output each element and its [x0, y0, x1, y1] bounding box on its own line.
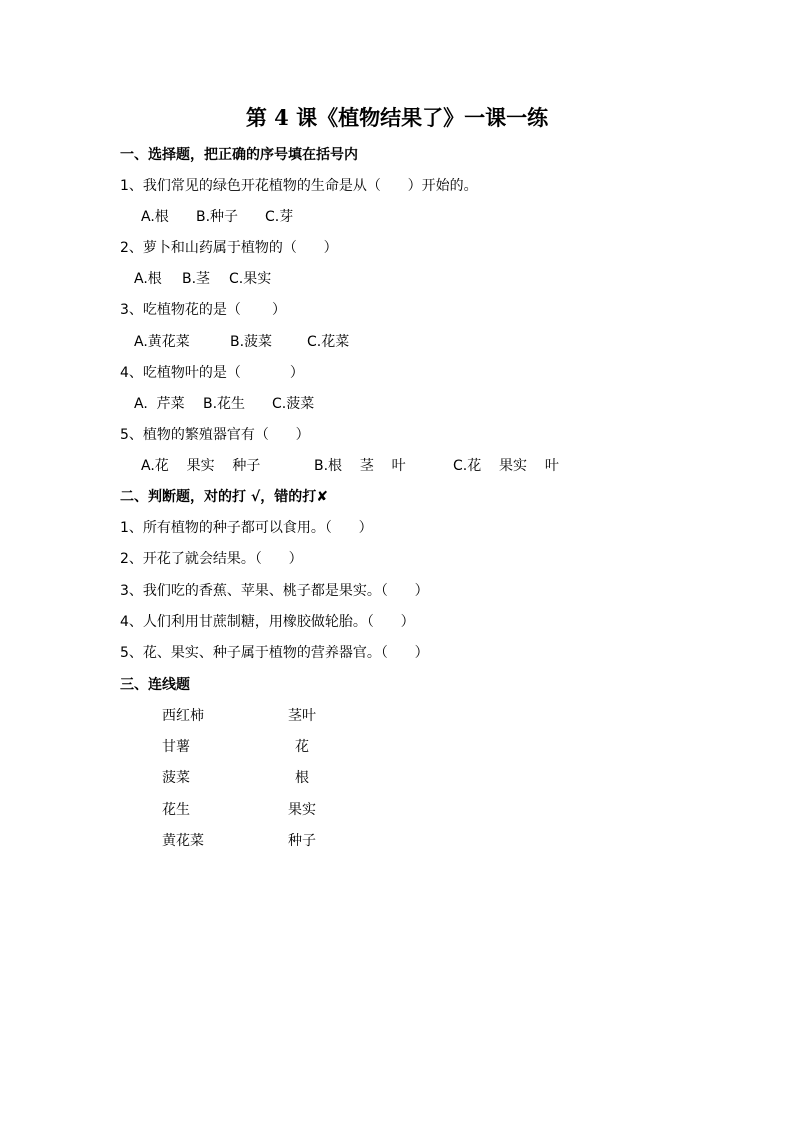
- section-heading-match: 三、连线题: [120, 677, 190, 693]
- choice-3-option-a: A.黄花菜: [134, 334, 190, 350]
- choice-1-option-b: B.种子: [196, 209, 239, 225]
- choice-1-option-c: C.芽: [265, 209, 294, 225]
- match-right-item: 果实: [288, 802, 316, 818]
- match-right-item: 种子: [288, 833, 316, 849]
- match-left-item: 甘薯: [162, 739, 190, 755]
- judge-question-5: 5、花、果实、种子属于植物的营养器官。（ ）: [120, 645, 429, 661]
- choice-question-5: 5、植物的繁殖器官有（ ）: [120, 427, 310, 443]
- choice-question-2: 2、萝卜和山药属于植物的（ ）: [120, 240, 338, 256]
- match-left-item: 花生: [162, 802, 190, 818]
- judge-question-2: 2、开花了就会结果。（ ）: [120, 551, 303, 567]
- choice-4-option-b: B.花生: [203, 396, 246, 412]
- choice-1-option-a: A.根: [141, 209, 169, 225]
- choice-4-option-c: C.菠菜: [272, 396, 315, 412]
- choice-2-option-b: B.茎: [182, 271, 211, 287]
- choice-2-option-c: C.果实: [229, 271, 272, 287]
- match-left-item: 菠菜: [162, 770, 190, 786]
- choice-3-option-b: B.菠菜: [230, 334, 273, 350]
- choice-question-1: 1、我们常见的绿色开花植物的生命是从（ ）开始的。: [120, 178, 478, 194]
- match-left-item: 西红柿: [162, 708, 204, 724]
- judge-question-1: 1、所有植物的种子都可以食用。（ ）: [120, 520, 373, 536]
- choice-5-option-a: A.花 果实 种子: [141, 458, 261, 474]
- match-right-item: 花: [295, 739, 309, 755]
- choice-5-option-b: B.根 茎 叶: [314, 458, 406, 474]
- match-left-item: 黄花菜: [162, 833, 204, 849]
- match-right-item: 根: [295, 770, 309, 786]
- judge-question-3: 3、我们吃的香蕉、苹果、桃子都是果实。（ ）: [120, 583, 429, 599]
- choice-5-option-c: C.花 果实 叶: [453, 458, 559, 474]
- section-heading-judge: 二、判断题，对的打 √，错的打✘: [120, 489, 328, 505]
- judge-question-4: 4、人们利用甘蔗制糖，用橡胶做轮胎。（ ）: [120, 614, 415, 630]
- choice-4-option-a: A. 芹菜: [134, 396, 185, 412]
- section-heading-choice: 一、选择题，把正确的序号填在括号内: [120, 147, 358, 163]
- choice-question-4: 4、吃植物叶的是（ ）: [120, 365, 304, 381]
- match-right-item: 茎叶: [288, 708, 316, 724]
- choice-question-3: 3、吃植物花的是（ ）: [120, 302, 287, 318]
- page-title: 第 4 课《植物结果了》一课一练: [245, 105, 549, 130]
- choice-2-option-a: A.根: [134, 271, 162, 287]
- choice-3-option-c: C.花菜: [307, 334, 350, 350]
